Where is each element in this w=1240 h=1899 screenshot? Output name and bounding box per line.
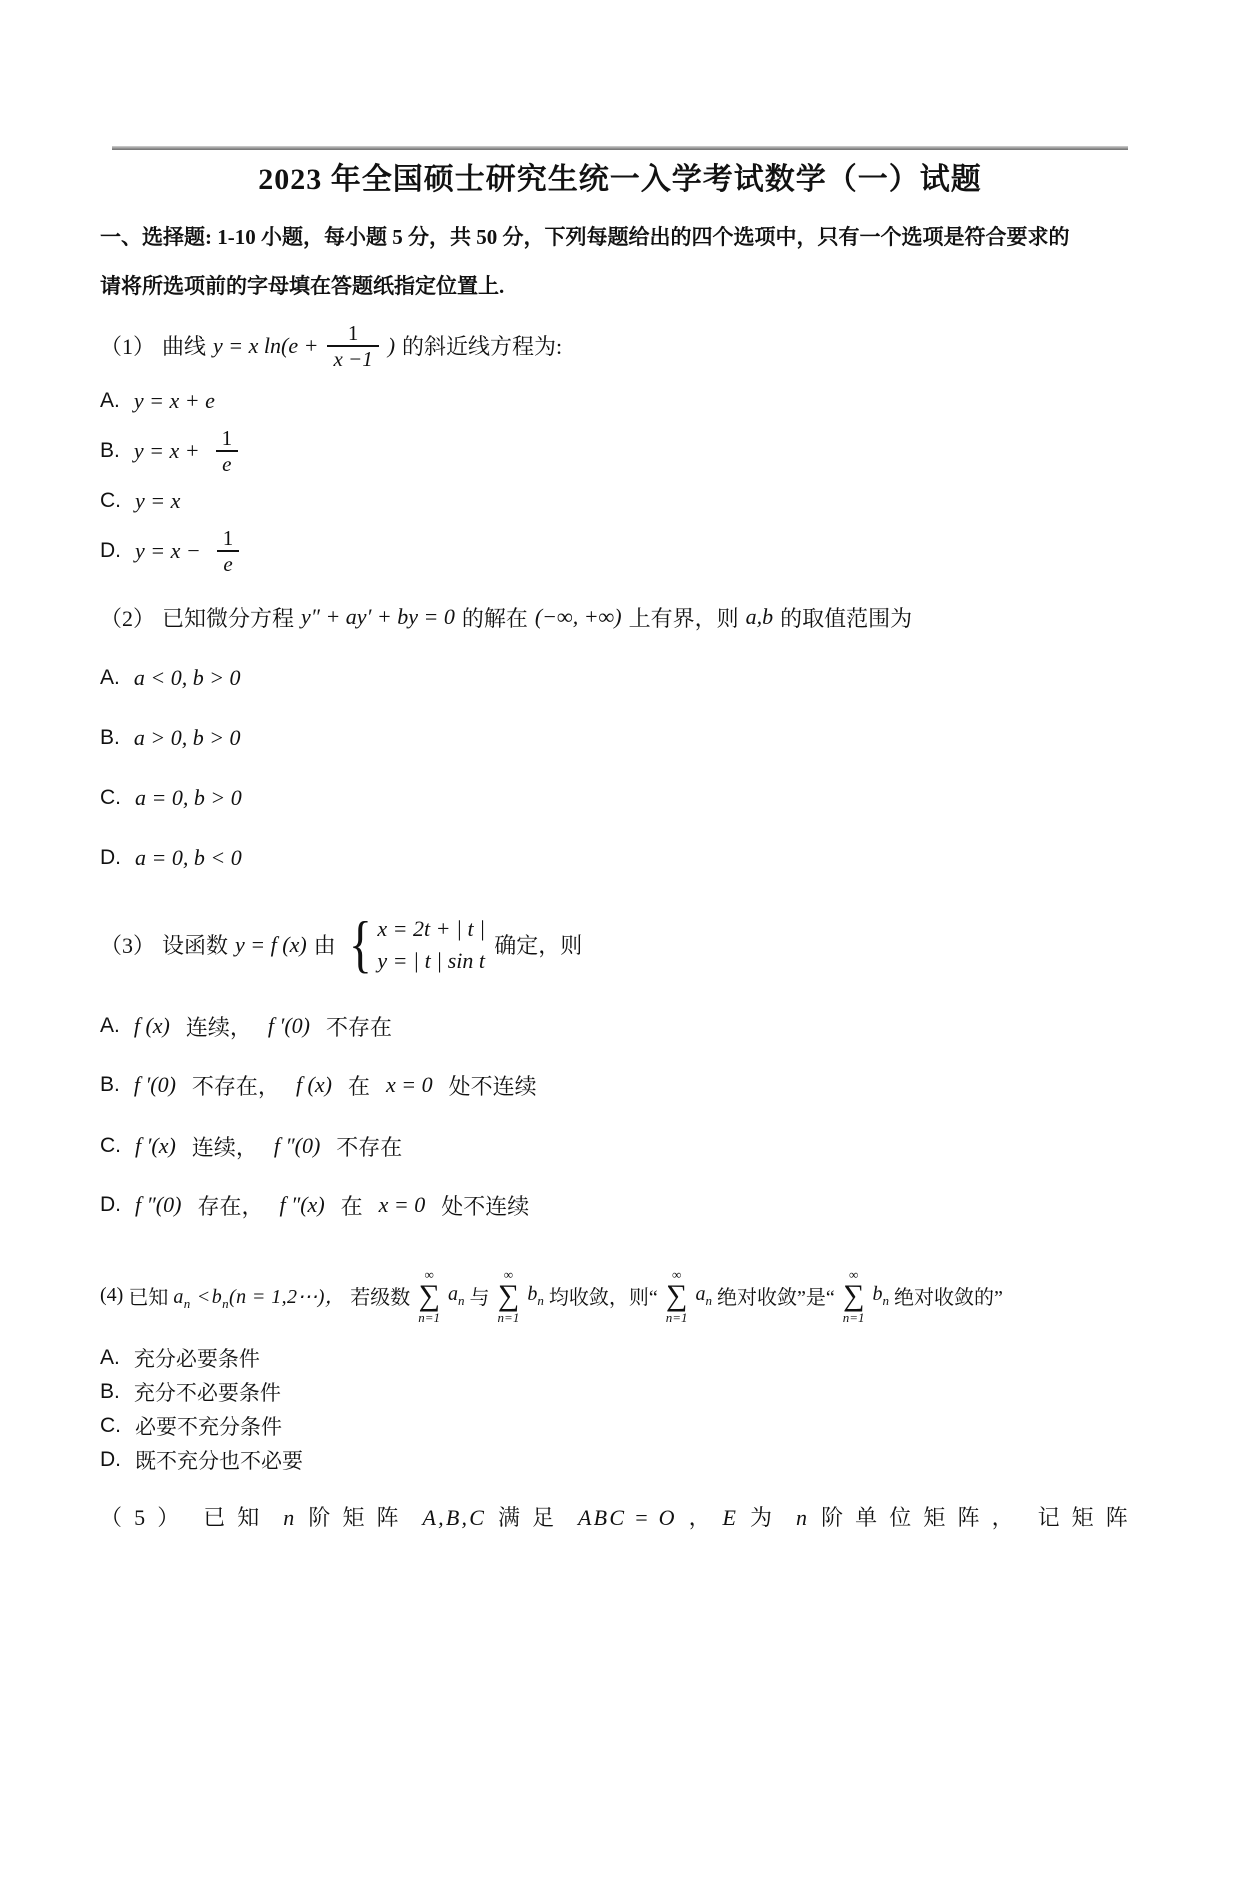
question-4-option-a — [100, 1343, 1140, 1373]
option-letter: A. — [100, 665, 120, 689]
question-5-text-7: 记矩阵 — [1037, 1504, 1140, 1530]
question-1-stem — [100, 314, 1140, 378]
var-a: a — [448, 1282, 459, 1305]
subscript-n: n — [222, 1295, 230, 1311]
fraction-denominator: e — [216, 450, 239, 476]
question-3-text-mid: 由 — [313, 933, 336, 959]
option-math: f ′(0) — [267, 1013, 310, 1039]
question-3-option-c — [100, 1131, 1140, 1162]
summation-lower-limit: n=1 — [842, 1309, 865, 1325]
variables-ab: a,b — [745, 604, 774, 630]
option-letter: B. — [100, 1379, 120, 1403]
subscript-n: n — [882, 1292, 890, 1308]
option-text: 存在， — [197, 1193, 264, 1219]
question-2-stem — [100, 602, 1140, 633]
question-2-number: （2） — [100, 605, 156, 631]
option-letter: D. — [100, 845, 121, 869]
option-text: 连续， — [191, 1134, 258, 1160]
question-3-text-pre: 设函数 — [162, 933, 229, 959]
var-a: a — [173, 1285, 184, 1308]
fraction — [327, 321, 378, 371]
index-range: (n = 1,2⋯)， — [229, 1285, 346, 1308]
question-1-text-pre: 曲线 — [162, 334, 207, 360]
parametric-system — [345, 908, 486, 980]
option-math: x = 0 — [378, 1192, 426, 1218]
var-b: b — [211, 1285, 223, 1308]
summation-upper-limit: ∞ — [424, 1266, 434, 1282]
question-4-option-d — [100, 1445, 1140, 1475]
summation-symbol — [498, 1268, 520, 1324]
option-letter: C. — [100, 1413, 121, 1437]
sigma-glyph: ∑ — [497, 1278, 520, 1312]
series-term-a — [696, 1283, 713, 1309]
option-math: y = x — [135, 487, 181, 513]
var-n: n — [283, 1504, 297, 1530]
question-4-text-series: 若级数 — [350, 1287, 411, 1310]
question-2-text-pre: 已知微分方程 — [162, 605, 295, 631]
question-5-stem — [100, 1501, 1140, 1532]
option-letter: A. — [100, 1345, 120, 1369]
question-5-text-3: 满足 — [497, 1504, 567, 1530]
summation-symbol — [418, 1268, 440, 1324]
case-equation-2: y = | t | sin t — [377, 947, 486, 973]
summation-lower-limit: n=1 — [497, 1309, 520, 1325]
option-math: f ″(0) — [273, 1133, 321, 1159]
question-2-option-d — [100, 843, 1140, 873]
summation-upper-limit: ∞ — [503, 1266, 514, 1282]
option-math: y = x + — [133, 437, 200, 463]
option-math: y = x − — [135, 537, 201, 563]
question-2-option-b — [100, 723, 1140, 753]
question-3-text-post: 确定，则 — [494, 933, 583, 959]
option-letter: D. — [100, 538, 121, 562]
option-math: f (x) — [133, 1013, 170, 1039]
option-text: 充分不必要条件 — [133, 1380, 281, 1405]
fraction-numerator: 1 — [221, 425, 233, 450]
question-3-option-d — [100, 1190, 1140, 1221]
question-4-number: (4) — [100, 1284, 124, 1307]
option-letter: A. — [100, 1014, 120, 1038]
case-equation-1: x = 2t + | t | — [377, 915, 486, 941]
option-math: a > 0, b > 0 — [133, 724, 241, 750]
fraction-denominator: e — [217, 550, 240, 576]
var-b: b — [872, 1282, 883, 1305]
option-math: f ″(0) — [135, 1192, 182, 1218]
question-5-text-5: 为 — [750, 1504, 785, 1530]
option-math: x = 0 — [385, 1072, 433, 1098]
summation-symbol — [843, 1268, 865, 1324]
less-than-sign: < — [198, 1285, 210, 1308]
option-letter: B. — [100, 438, 120, 462]
question-1-math-pre: y = x ln(e + — [213, 332, 319, 358]
question-2-text-mid1: 的解在 — [461, 605, 528, 631]
option-text: 连续， — [185, 1014, 252, 1040]
subscript-n: n — [458, 1292, 465, 1308]
question-2-text-mid2: 上有界，则 — [628, 605, 739, 631]
var-b: b — [527, 1282, 538, 1305]
summation-lower-limit: n=1 — [665, 1309, 688, 1325]
question-2-option-c — [100, 783, 1140, 813]
option-math: y = x + e — [133, 387, 215, 413]
summation-upper-limit: ∞ — [671, 1266, 682, 1282]
question-4-text-pre: 已知 — [128, 1287, 169, 1310]
summation-symbol — [666, 1268, 688, 1324]
question-4-text-and: 与 — [469, 1287, 490, 1310]
question-3-option-a — [100, 1011, 1140, 1042]
option-letter: C. — [100, 785, 121, 809]
option-letter: B. — [100, 725, 120, 749]
option-text: 在 — [347, 1073, 370, 1099]
page-title: 2023 年全国硕士研究生统一入学考试数学（一）试题 — [258, 163, 982, 196]
series-term-b — [873, 1283, 890, 1309]
subscript-n: n — [183, 1295, 191, 1311]
question-4-option-b — [100, 1377, 1140, 1407]
question-1-option-b — [100, 422, 1140, 480]
option-math: f ′(x) — [135, 1133, 176, 1159]
question-1-math-post: ) — [387, 332, 396, 358]
question-3-stem — [100, 907, 1140, 983]
option-math: f ′(0) — [133, 1072, 176, 1098]
left-brace: { — [348, 908, 372, 980]
fraction-denominator: x −1 — [327, 345, 378, 371]
option-text: 不存在 — [325, 1014, 392, 1040]
question-1-option-d — [100, 522, 1140, 580]
series-term-b — [527, 1283, 544, 1309]
matrix-equation: ABC = O — [578, 1504, 677, 1530]
question-1-text-post: 的斜近线方程为: — [402, 334, 563, 360]
summation-upper-limit: ∞ — [849, 1266, 859, 1282]
section-intro-line1: 一、选择题: 1-10 小题，每小题 5 分，共 50 分，下列每题给出的四个选项中，只有一个选项是符合要求的 — [100, 225, 1070, 249]
question-5-text-1: 已知 — [203, 1504, 272, 1530]
option-text: 不存在， — [191, 1073, 280, 1099]
option-letter: A. — [100, 388, 120, 412]
var-n: n — [796, 1504, 810, 1530]
series-term-a — [448, 1283, 465, 1309]
option-math: a = 0, b < 0 — [135, 844, 242, 870]
sigma-glyph: ∑ — [665, 1278, 688, 1312]
option-text: 在 — [340, 1193, 363, 1219]
summation-lower-limit: n=1 — [418, 1309, 441, 1325]
option-text: 不存在 — [336, 1134, 403, 1160]
option-text: 处不连续 — [441, 1193, 530, 1219]
inequality-expression — [173, 1280, 345, 1312]
subscript-n: n — [705, 1292, 712, 1308]
var-a: a — [695, 1282, 706, 1305]
subscript-n: n — [537, 1292, 544, 1308]
option-math: f (x) — [295, 1072, 332, 1098]
comma: ， — [688, 1504, 711, 1530]
question-1-option-c — [100, 486, 1140, 516]
differential-equation: y″ + ay′ + by = 0 — [301, 604, 455, 630]
option-letter: D. — [100, 1447, 121, 1471]
top-divider — [112, 146, 1128, 150]
question-5-number: （5） — [100, 1504, 192, 1530]
option-text: 充分必要条件 — [133, 1346, 260, 1371]
option-letter: C. — [100, 488, 121, 512]
section-intro-line2: 请将所选项前的字母填在答题纸指定位置上. — [100, 274, 505, 299]
option-math: a = 0, b > 0 — [135, 784, 242, 810]
question-1-option-a — [100, 386, 1140, 416]
fraction-numerator: 1 — [347, 320, 359, 345]
identity-matrix-e: E — [722, 1504, 739, 1530]
fraction-numerator: 1 — [222, 525, 234, 550]
fraction — [216, 426, 239, 476]
option-letter: B. — [100, 1073, 120, 1097]
function-definition: y = f (x) — [235, 931, 307, 957]
matrices-abc: A,B,C — [422, 1504, 487, 1530]
option-text: 既不充分也不必要 — [135, 1448, 303, 1473]
exam-document — [0, 146, 1240, 1532]
question-4-text-abs2: 绝对收敛的” — [894, 1287, 1003, 1310]
fraction — [217, 526, 240, 576]
question-2-text-post: 的取值范围为 — [780, 605, 913, 631]
interval-expression: (−∞, +∞) — [534, 604, 622, 630]
question-5-text-6: 阶单位矩阵， — [821, 1504, 1026, 1530]
question-4-text-abs1: 绝对收敛”是“ — [717, 1287, 835, 1310]
case-rows — [377, 916, 485, 974]
option-text: 处不连续 — [448, 1073, 537, 1099]
question-5-text-2: 阶矩阵 — [308, 1504, 411, 1530]
question-3-option-b — [100, 1070, 1140, 1101]
question-4-stem — [100, 1265, 1140, 1327]
question-1-number: （1） — [100, 334, 156, 360]
option-math: a < 0, b > 0 — [133, 664, 241, 690]
option-letter: C. — [100, 1134, 121, 1158]
question-3-number: （3） — [100, 933, 156, 959]
sigma-glyph: ∑ — [842, 1278, 865, 1312]
question-2-option-a — [100, 663, 1140, 693]
option-math: f ″(x) — [279, 1192, 325, 1218]
question-4-text-converge: 均收敛，则“ — [548, 1287, 658, 1310]
option-text: 必要不充分条件 — [135, 1414, 282, 1439]
option-letter: D. — [100, 1193, 121, 1217]
sigma-glyph: ∑ — [418, 1278, 440, 1312]
question-4-option-c — [100, 1411, 1140, 1441]
